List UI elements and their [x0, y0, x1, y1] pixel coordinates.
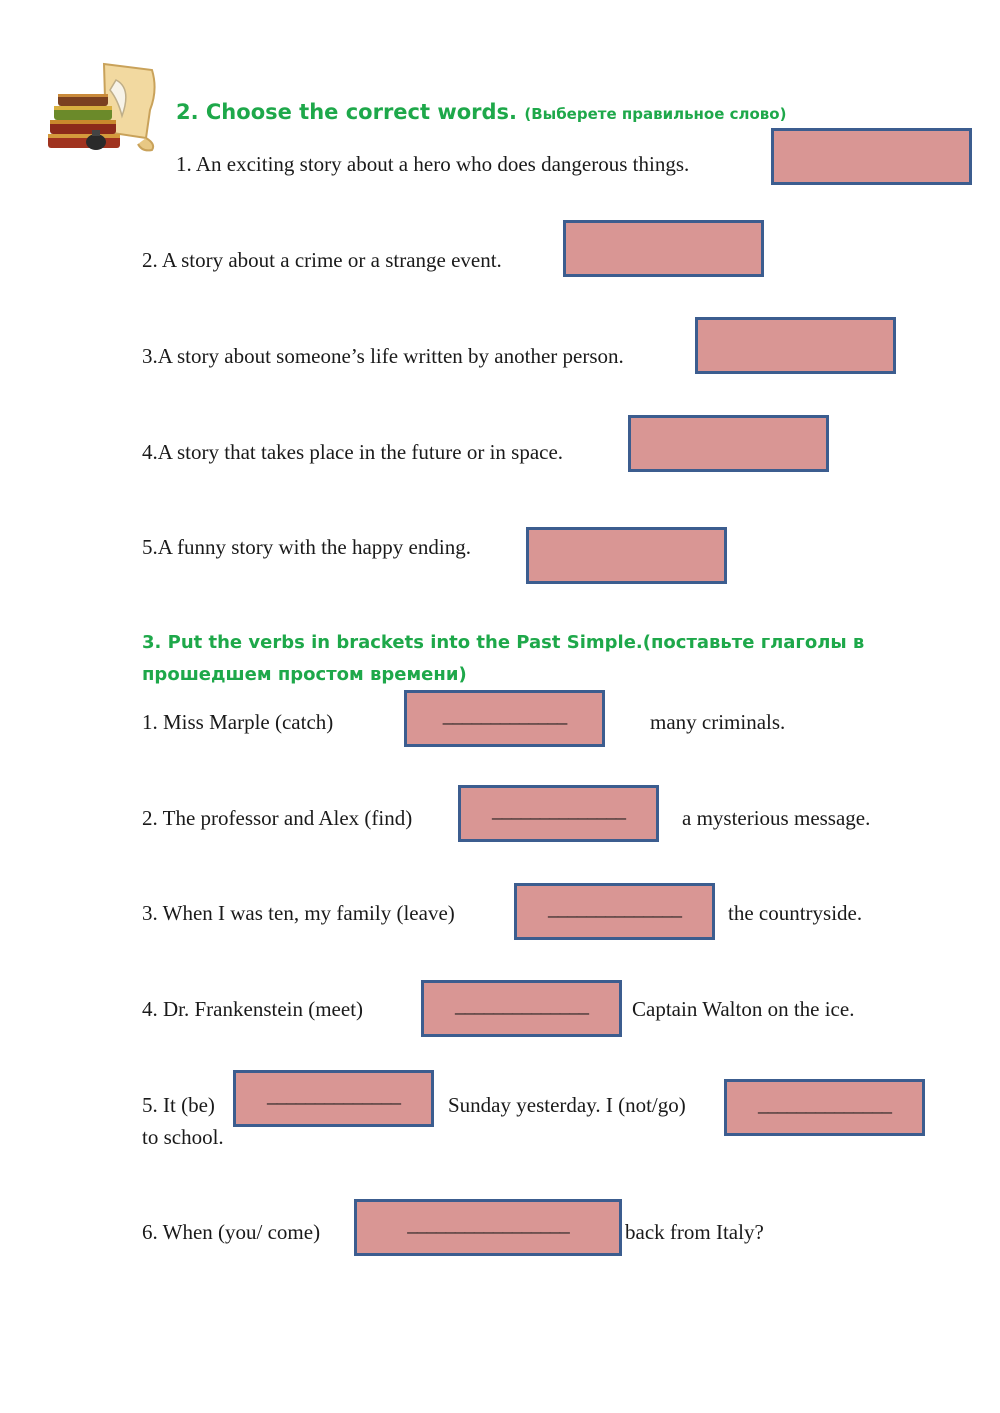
section3-item-5-middle: Sunday yesterday. I (not/go) — [448, 1093, 686, 1117]
books-scroll-icon — [46, 60, 162, 152]
answer-box-3-6[interactable] — [354, 1199, 622, 1256]
answer-box-3-4[interactable] — [421, 980, 622, 1037]
section3-item-2-before: 2. The professor and Alex (find) — [142, 806, 413, 830]
blank-line: ______________ — [267, 1083, 400, 1107]
section2-item-2: 2. A story about a crime or a strange event. — [142, 248, 502, 272]
answer-box-2-4[interactable] — [628, 415, 829, 472]
blank-line: ______________ — [758, 1092, 891, 1116]
blank-line: _____________ — [442, 703, 567, 727]
section3-item-1-after: many criminals. — [650, 710, 786, 734]
answer-box-3-2[interactable] — [458, 785, 659, 842]
blank-line: ______________ — [548, 896, 681, 920]
answer-box-2-1[interactable] — [771, 128, 972, 185]
answer-box-2-3[interactable] — [695, 317, 896, 374]
section2-subtitle: (Выберете правильное слово) — [524, 105, 787, 123]
section3-item-4-before: 4. Dr. Frankenstein (meet) — [142, 997, 364, 1021]
section3-item-5-after: to school. — [142, 1125, 224, 1149]
answer-box-3-5a[interactable] — [233, 1070, 434, 1127]
section2-item-5: 5.A funny story with the happy ending. — [142, 535, 471, 559]
section2-item-4: 4.A story that takes place in the future or in space. — [142, 440, 564, 464]
answer-box-3-5b[interactable] — [724, 1079, 925, 1136]
section2-item-3: 3.A story about someone’s life written by another person. — [142, 344, 624, 368]
section3-item-6-after: back from Italy? — [625, 1220, 764, 1244]
section3-item-1-before: 1. Miss Marple (catch) — [142, 710, 334, 734]
section3-title-line1: 3. Put the verbs in brackets into the Past Simple.(поставьте глаголы в — [142, 632, 865, 653]
answer-box-2-5[interactable] — [526, 527, 727, 584]
answer-box-2-2[interactable] — [563, 220, 764, 277]
section3-item-5-before: 5. It (be) — [142, 1093, 215, 1117]
section3-item-2-after: a mysterious message. — [682, 806, 871, 830]
blank-line: _________________ — [407, 1212, 569, 1236]
answer-box-3-1[interactable] — [404, 690, 605, 747]
blank-line: ______________ — [455, 993, 588, 1017]
section2-title: 2. Choose the correct words. — [176, 100, 518, 124]
section2-item-1: 1. An exciting story about a hero who does dangerous things. — [176, 152, 690, 176]
section3-title-line2: прошедшем простом времени) — [142, 664, 467, 685]
section3-item-4-after: Captain Walton on the ice. — [632, 997, 855, 1021]
section3-item-6-before: 6. When (you/ come) — [142, 1220, 321, 1244]
answer-box-3-3[interactable] — [514, 883, 715, 940]
section3-item-3-before: 3. When I was ten, my family (leave) — [142, 901, 455, 925]
section3-item-3-after: the countryside. — [728, 901, 863, 925]
blank-line: ______________ — [492, 798, 625, 822]
section2-heading — [176, 100, 786, 124]
